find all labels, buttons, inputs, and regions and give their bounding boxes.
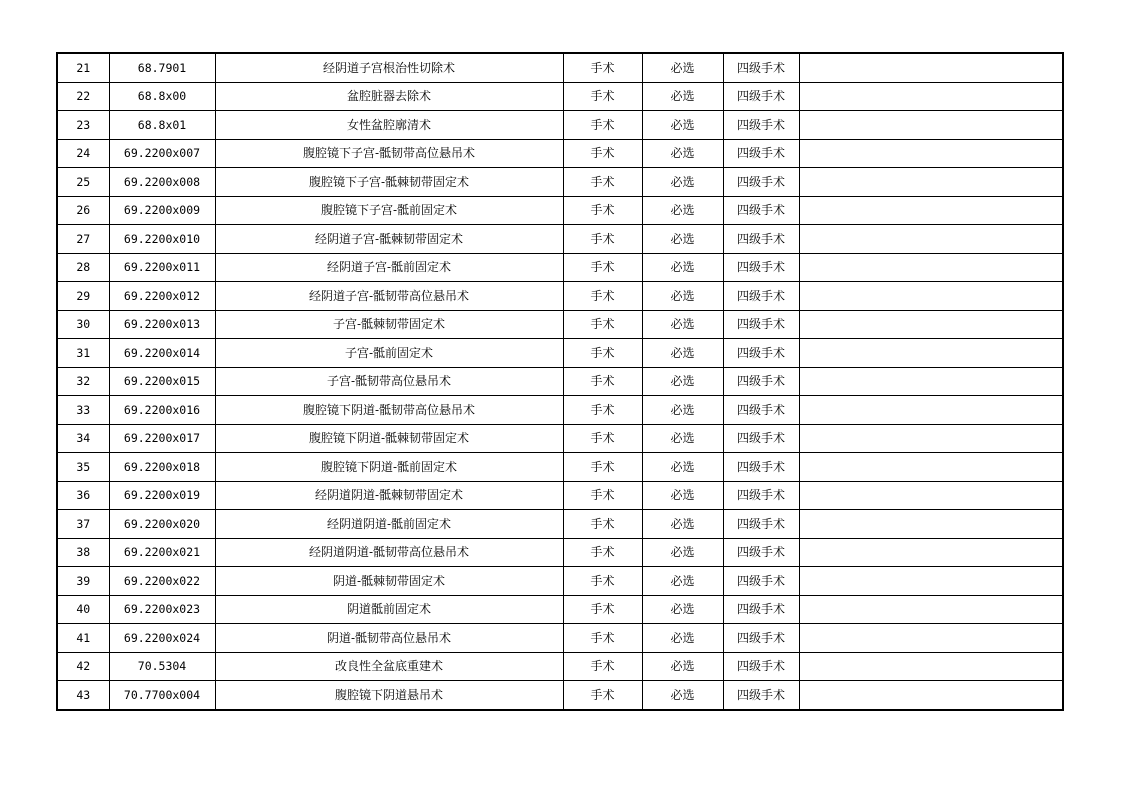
cell-procedure-name: 腹腔镜下阴道-骶前固定术 bbox=[215, 453, 563, 482]
table-row bbox=[57, 510, 1063, 539]
cell-remarks bbox=[799, 310, 1063, 339]
cell-row-number: 27 bbox=[57, 225, 109, 254]
cell-procedure-code: 69.2200x010 bbox=[109, 225, 215, 254]
cell-category: 手术 bbox=[563, 510, 642, 539]
cell-requirement: 必选 bbox=[642, 424, 723, 453]
cell-requirement: 必选 bbox=[642, 396, 723, 425]
cell-remarks bbox=[799, 510, 1063, 539]
cell-surgery-level: 四级手术 bbox=[723, 253, 799, 282]
cell-row-number: 22 bbox=[57, 82, 109, 111]
cell-remarks bbox=[799, 168, 1063, 197]
cell-row-number: 24 bbox=[57, 139, 109, 168]
table-row bbox=[57, 567, 1063, 596]
cell-remarks bbox=[799, 538, 1063, 567]
cell-procedure-code: 68.8x01 bbox=[109, 111, 215, 140]
cell-row-number: 29 bbox=[57, 282, 109, 311]
cell-category: 手术 bbox=[563, 367, 642, 396]
cell-procedure-name: 子宫-骶棘韧带固定术 bbox=[215, 310, 563, 339]
cell-row-number: 26 bbox=[57, 196, 109, 225]
cell-row-number: 32 bbox=[57, 367, 109, 396]
cell-requirement: 必选 bbox=[642, 111, 723, 140]
cell-surgery-level: 四级手术 bbox=[723, 310, 799, 339]
table-row bbox=[57, 310, 1063, 339]
cell-surgery-level: 四级手术 bbox=[723, 282, 799, 311]
cell-requirement: 必选 bbox=[642, 339, 723, 368]
cell-remarks bbox=[799, 481, 1063, 510]
cell-remarks bbox=[799, 53, 1063, 82]
cell-surgery-level: 四级手术 bbox=[723, 481, 799, 510]
table-row bbox=[57, 339, 1063, 368]
cell-remarks bbox=[799, 424, 1063, 453]
cell-remarks bbox=[799, 139, 1063, 168]
cell-remarks bbox=[799, 681, 1063, 710]
cell-procedure-name: 经阴道阴道-骶棘韧带固定术 bbox=[215, 481, 563, 510]
cell-procedure-name: 阴道-骶棘韧带固定术 bbox=[215, 567, 563, 596]
cell-surgery-level: 四级手术 bbox=[723, 225, 799, 254]
cell-procedure-code: 70.7700x004 bbox=[109, 681, 215, 710]
cell-remarks bbox=[799, 253, 1063, 282]
cell-row-number: 39 bbox=[57, 567, 109, 596]
cell-procedure-code: 70.5304 bbox=[109, 652, 215, 681]
table-row bbox=[57, 168, 1063, 197]
cell-procedure-name: 经阴道阴道-骶前固定术 bbox=[215, 510, 563, 539]
cell-remarks bbox=[799, 82, 1063, 111]
cell-procedure-name: 经阴道子宫-骶前固定术 bbox=[215, 253, 563, 282]
cell-procedure-code: 69.2200x020 bbox=[109, 510, 215, 539]
cell-procedure-code: 69.2200x019 bbox=[109, 481, 215, 510]
cell-category: 手术 bbox=[563, 139, 642, 168]
table-row bbox=[57, 111, 1063, 140]
cell-category: 手术 bbox=[563, 225, 642, 254]
cell-category: 手术 bbox=[563, 196, 642, 225]
cell-row-number: 33 bbox=[57, 396, 109, 425]
cell-category: 手术 bbox=[563, 111, 642, 140]
cell-procedure-name: 阴道-骶韧带高位悬吊术 bbox=[215, 624, 563, 653]
cell-surgery-level: 四级手术 bbox=[723, 168, 799, 197]
cell-requirement: 必选 bbox=[642, 567, 723, 596]
cell-remarks bbox=[799, 595, 1063, 624]
cell-procedure-code: 68.7901 bbox=[109, 53, 215, 82]
cell-category: 手术 bbox=[563, 681, 642, 710]
table-row bbox=[57, 253, 1063, 282]
cell-procedure-name: 腹腔镜下子宫-骶前固定术 bbox=[215, 196, 563, 225]
cell-procedure-name: 子宫-骶韧带高位悬吊术 bbox=[215, 367, 563, 396]
cell-procedure-code: 69.2200x008 bbox=[109, 168, 215, 197]
cell-procedure-code: 69.2200x018 bbox=[109, 453, 215, 482]
cell-category: 手术 bbox=[563, 253, 642, 282]
cell-procedure-code: 69.2200x015 bbox=[109, 367, 215, 396]
cell-remarks bbox=[799, 367, 1063, 396]
cell-procedure-name: 经阴道子宫根治性切除术 bbox=[215, 53, 563, 82]
cell-requirement: 必选 bbox=[642, 139, 723, 168]
table-row bbox=[57, 82, 1063, 111]
table-row bbox=[57, 282, 1063, 311]
cell-procedure-name: 改良性全盆底重建术 bbox=[215, 652, 563, 681]
cell-surgery-level: 四级手术 bbox=[723, 111, 799, 140]
cell-procedure-name: 盆腔脏器去除术 bbox=[215, 82, 563, 111]
cell-requirement: 必选 bbox=[642, 282, 723, 311]
cell-surgery-level: 四级手术 bbox=[723, 453, 799, 482]
cell-surgery-level: 四级手术 bbox=[723, 82, 799, 111]
cell-procedure-code: 69.2200x016 bbox=[109, 396, 215, 425]
cell-remarks bbox=[799, 567, 1063, 596]
cell-row-number: 41 bbox=[57, 624, 109, 653]
cell-remarks bbox=[799, 196, 1063, 225]
table-row bbox=[57, 681, 1063, 710]
cell-row-number: 43 bbox=[57, 681, 109, 710]
table-row bbox=[57, 481, 1063, 510]
cell-category: 手术 bbox=[563, 595, 642, 624]
table-row bbox=[57, 225, 1063, 254]
cell-procedure-code: 69.2200x024 bbox=[109, 624, 215, 653]
cell-surgery-level: 四级手术 bbox=[723, 53, 799, 82]
cell-remarks bbox=[799, 624, 1063, 653]
cell-procedure-code: 69.2200x022 bbox=[109, 567, 215, 596]
cell-procedure-code: 69.2200x011 bbox=[109, 253, 215, 282]
cell-category: 手术 bbox=[563, 538, 642, 567]
cell-requirement: 必选 bbox=[642, 253, 723, 282]
table-row bbox=[57, 624, 1063, 653]
cell-requirement: 必选 bbox=[642, 310, 723, 339]
cell-category: 手术 bbox=[563, 310, 642, 339]
table-row bbox=[57, 652, 1063, 681]
cell-surgery-level: 四级手术 bbox=[723, 424, 799, 453]
cell-category: 手术 bbox=[563, 339, 642, 368]
cell-procedure-name: 阴道骶前固定术 bbox=[215, 595, 563, 624]
cell-procedure-name: 经阴道子宫-骶棘韧带固定术 bbox=[215, 225, 563, 254]
table-row bbox=[57, 367, 1063, 396]
cell-category: 手术 bbox=[563, 168, 642, 197]
table-row bbox=[57, 453, 1063, 482]
cell-surgery-level: 四级手术 bbox=[723, 681, 799, 710]
cell-category: 手术 bbox=[563, 481, 642, 510]
cell-row-number: 37 bbox=[57, 510, 109, 539]
cell-surgery-level: 四级手术 bbox=[723, 367, 799, 396]
table-body bbox=[57, 53, 1063, 710]
cell-procedure-code: 69.2200x009 bbox=[109, 196, 215, 225]
cell-remarks bbox=[799, 453, 1063, 482]
cell-remarks bbox=[799, 282, 1063, 311]
cell-surgery-level: 四级手术 bbox=[723, 652, 799, 681]
table-row bbox=[57, 196, 1063, 225]
cell-category: 手术 bbox=[563, 396, 642, 425]
table-row bbox=[57, 424, 1063, 453]
cell-category: 手术 bbox=[563, 82, 642, 111]
cell-surgery-level: 四级手术 bbox=[723, 339, 799, 368]
cell-surgery-level: 四级手术 bbox=[723, 196, 799, 225]
cell-requirement: 必选 bbox=[642, 196, 723, 225]
cell-requirement: 必选 bbox=[642, 367, 723, 396]
cell-row-number: 36 bbox=[57, 481, 109, 510]
cell-requirement: 必选 bbox=[642, 681, 723, 710]
cell-procedure-name: 女性盆腔廓清术 bbox=[215, 111, 563, 140]
cell-procedure-code: 69.2200x007 bbox=[109, 139, 215, 168]
cell-requirement: 必选 bbox=[642, 595, 723, 624]
cell-row-number: 30 bbox=[57, 310, 109, 339]
cell-remarks bbox=[799, 111, 1063, 140]
cell-row-number: 28 bbox=[57, 253, 109, 282]
table-row bbox=[57, 396, 1063, 425]
cell-requirement: 必选 bbox=[642, 481, 723, 510]
cell-row-number: 25 bbox=[57, 168, 109, 197]
cell-procedure-code: 69.2200x017 bbox=[109, 424, 215, 453]
cell-row-number: 23 bbox=[57, 111, 109, 140]
cell-procedure-name: 腹腔镜下子宫-骶韧带高位悬吊术 bbox=[215, 139, 563, 168]
cell-category: 手术 bbox=[563, 624, 642, 653]
cell-remarks bbox=[799, 396, 1063, 425]
table-row bbox=[57, 538, 1063, 567]
table-row bbox=[57, 139, 1063, 168]
cell-requirement: 必选 bbox=[642, 168, 723, 197]
cell-procedure-name: 经阴道子宫-骶韧带高位悬吊术 bbox=[215, 282, 563, 311]
cell-category: 手术 bbox=[563, 567, 642, 596]
cell-category: 手术 bbox=[563, 282, 642, 311]
cell-requirement: 必选 bbox=[642, 53, 723, 82]
cell-requirement: 必选 bbox=[642, 225, 723, 254]
cell-requirement: 必选 bbox=[642, 624, 723, 653]
cell-surgery-level: 四级手术 bbox=[723, 139, 799, 168]
cell-category: 手术 bbox=[563, 424, 642, 453]
cell-requirement: 必选 bbox=[642, 652, 723, 681]
cell-row-number: 42 bbox=[57, 652, 109, 681]
cell-category: 手术 bbox=[563, 652, 642, 681]
cell-requirement: 必选 bbox=[642, 453, 723, 482]
cell-surgery-level: 四级手术 bbox=[723, 567, 799, 596]
cell-procedure-name: 腹腔镜下阴道悬吊术 bbox=[215, 681, 563, 710]
cell-row-number: 38 bbox=[57, 538, 109, 567]
cell-requirement: 必选 bbox=[642, 538, 723, 567]
cell-surgery-level: 四级手术 bbox=[723, 538, 799, 567]
cell-row-number: 35 bbox=[57, 453, 109, 482]
cell-remarks bbox=[799, 225, 1063, 254]
cell-surgery-level: 四级手术 bbox=[723, 595, 799, 624]
procedure-table bbox=[56, 52, 1064, 711]
cell-procedure-code: 69.2200x013 bbox=[109, 310, 215, 339]
cell-procedure-name: 子宫-骶前固定术 bbox=[215, 339, 563, 368]
cell-procedure-code: 69.2200x021 bbox=[109, 538, 215, 567]
cell-category: 手术 bbox=[563, 453, 642, 482]
cell-row-number: 40 bbox=[57, 595, 109, 624]
table-row bbox=[57, 53, 1063, 82]
table-row bbox=[57, 595, 1063, 624]
cell-surgery-level: 四级手术 bbox=[723, 396, 799, 425]
cell-surgery-level: 四级手术 bbox=[723, 624, 799, 653]
cell-category: 手术 bbox=[563, 53, 642, 82]
cell-row-number: 21 bbox=[57, 53, 109, 82]
cell-procedure-name: 腹腔镜下阴道-骶棘韧带固定术 bbox=[215, 424, 563, 453]
cell-procedure-name: 经阴道阴道-骶韧带高位悬吊术 bbox=[215, 538, 563, 567]
cell-procedure-name: 腹腔镜下阴道-骶韧带高位悬吊术 bbox=[215, 396, 563, 425]
cell-procedure-code: 69.2200x014 bbox=[109, 339, 215, 368]
cell-procedure-code: 69.2200x012 bbox=[109, 282, 215, 311]
cell-procedure-code: 68.8x00 bbox=[109, 82, 215, 111]
cell-procedure-code: 69.2200x023 bbox=[109, 595, 215, 624]
cell-requirement: 必选 bbox=[642, 510, 723, 539]
cell-remarks bbox=[799, 652, 1063, 681]
cell-row-number: 31 bbox=[57, 339, 109, 368]
cell-surgery-level: 四级手术 bbox=[723, 510, 799, 539]
cell-row-number: 34 bbox=[57, 424, 109, 453]
cell-procedure-name: 腹腔镜下子宫-骶棘韧带固定术 bbox=[215, 168, 563, 197]
cell-requirement: 必选 bbox=[642, 82, 723, 111]
cell-remarks bbox=[799, 339, 1063, 368]
